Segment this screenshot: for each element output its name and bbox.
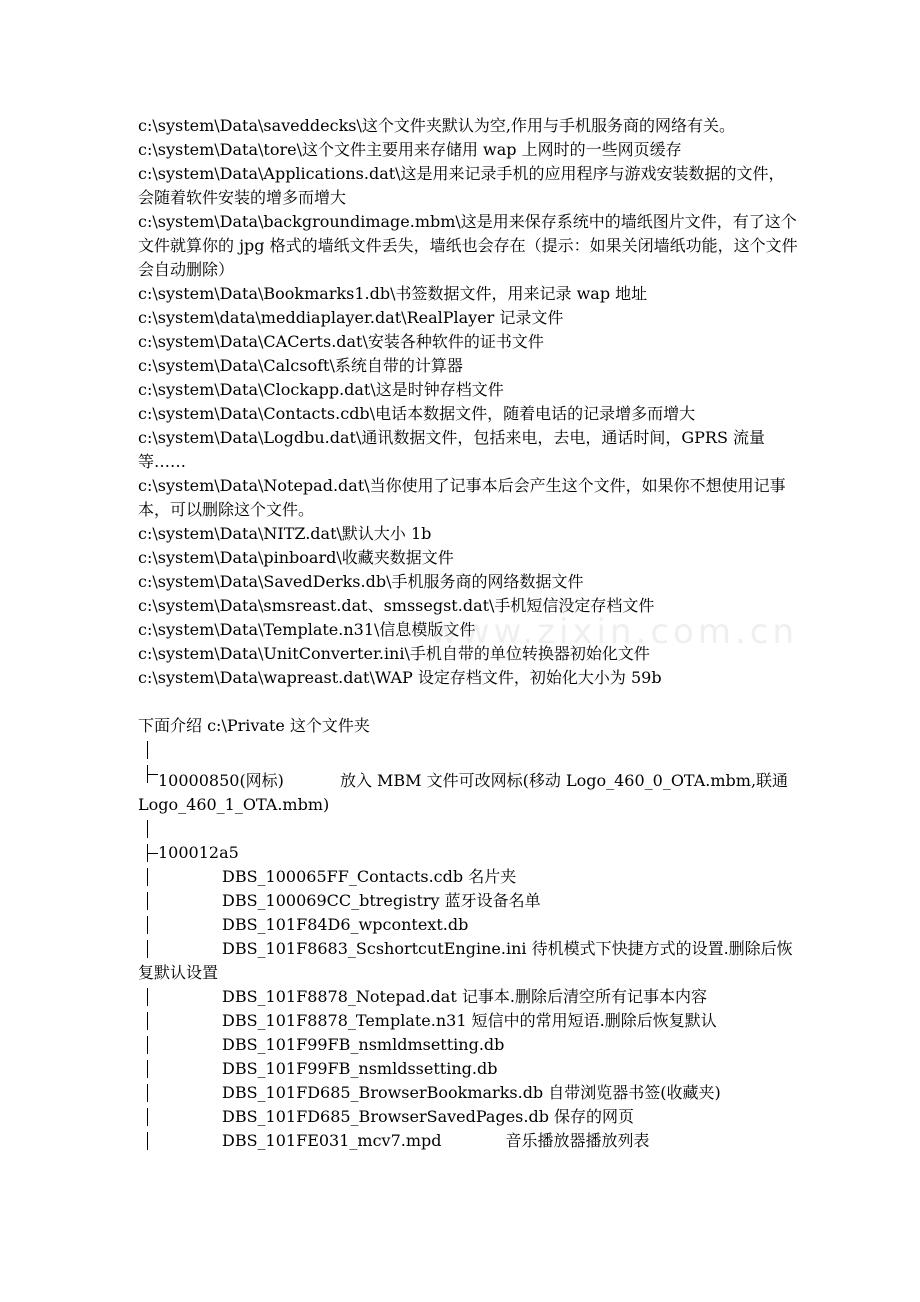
tree-bar xyxy=(138,865,158,889)
data-line: c:\system\data\meddiaplayer.dat\RealPlayer 记录文件 xyxy=(138,308,564,327)
data-line: c:\system\Data\backgroundimage.mbm\这是用来保存系统中的墙纸图片文件，有了这个文件就算你的 jpg 格式的墙纸文件丢失，墙纸也会存在（提示：如果关闭墙纸功能，这个文件会自动删除） xyxy=(138,212,798,279)
tree-vertical-line xyxy=(138,817,798,841)
data-line: c:\system\Data\Applications.dat\这是用来记录手机的应用程序与游戏安装数据的文件，会随着软件安装的增多而增大 xyxy=(138,164,785,207)
file-entry xyxy=(138,1081,798,1105)
file-description: 记事本.删除后清空所有记事本内容 xyxy=(456,987,707,1006)
private-heading: 下面介绍 c:\Private 这个文件夹 xyxy=(138,716,370,735)
file-name: DBS_101FD685_BrowserSavedPages.db xyxy=(222,1107,549,1126)
data-line: c:\system\Data\Template.n31\信息模版文件 xyxy=(138,620,476,639)
file-entry xyxy=(138,985,798,1009)
tree-bar xyxy=(138,738,158,762)
tree-branch xyxy=(138,841,158,865)
data-line: c:\system\Data\Logdbu.dat\通讯数据文件，包括来电，去电，通话时间，GPRS 流量等…… xyxy=(138,428,766,471)
data-line: c:\system\Data\Bookmarks1.db\书签数据文件，用来记录 wap 地址 xyxy=(138,284,648,303)
folder-name: 10000850(网标) xyxy=(158,771,284,790)
file-entry xyxy=(138,937,798,985)
file-name: DBS_101F8683_ScshortcutEngine.ini xyxy=(222,939,527,958)
file-description: 待机模式下快捷方式的设置.删除后恢复默认设置 xyxy=(138,939,793,982)
tree-bar xyxy=(138,1081,158,1105)
file-description: 短信中的常用短语.删除后恢复默认 xyxy=(466,1011,717,1030)
file-name: DBS_101F84D6_wpcontext.db xyxy=(222,915,469,934)
folder-name: 100012a5 xyxy=(158,843,239,862)
file-entry xyxy=(138,1009,798,1033)
file-description: 蓝牙设备名单 xyxy=(439,891,541,910)
tree-bar xyxy=(138,985,158,1009)
data-line: c:\system\Data\Notepad.dat\当你使用了记事本后会产生这个文件，如果你不想使用记事本，可以删除这个文件。 xyxy=(138,476,786,519)
file-description: 音乐播放器播放列表 xyxy=(505,1131,650,1150)
file-entry xyxy=(138,889,798,913)
tree-bar xyxy=(138,1009,158,1033)
data-line: c:\system\Data\pinboard\收藏夹数据文件 xyxy=(138,548,454,567)
folder-description: 放入 MBM 文件可改网标(移动 Logo_460_0_OTA.mbm,联通 Logo_460_1_OTA.mbm) xyxy=(138,771,794,814)
file-name: DBS_101FD685_BrowserBookmarks.db xyxy=(222,1083,544,1102)
tree-bar xyxy=(138,937,158,961)
file-name: DBS_101F99FB_nsmldmsetting.db xyxy=(222,1035,505,1054)
data-line: c:\system\Data\SavedDerks.db\手机服务商的网络数据文件 xyxy=(138,572,584,591)
file-entry xyxy=(138,1105,798,1129)
tree-bar xyxy=(138,1129,158,1153)
blank-line xyxy=(138,690,798,714)
file-name: DBS_100069CC_btregistry xyxy=(222,891,440,910)
tree-bar xyxy=(138,913,158,937)
folder-10000850 xyxy=(138,762,798,817)
file-name: DBS_101F8878_Template.n31 xyxy=(222,1011,467,1030)
file-description: 保存的网页 xyxy=(548,1107,635,1126)
file-description: 名片夹 xyxy=(463,867,517,886)
file-entry xyxy=(138,865,798,889)
file-entry xyxy=(138,1033,798,1057)
watermark-text: www.zixin.com.cn xyxy=(430,612,798,652)
data-line: c:\system\Data\CACerts.dat\安装各种软件的证书文件 xyxy=(138,332,544,351)
data-line: c:\system\Data\Calcsoft\系统自带的计算器 xyxy=(138,356,463,375)
tree-bar xyxy=(138,1105,158,1129)
file-list xyxy=(138,865,798,1153)
tree-bar xyxy=(138,817,158,841)
file-entry xyxy=(138,1129,798,1153)
data-line: c:\system\Data\UnitConverter.ini\手机自带的单位转换器初始化文件 xyxy=(138,644,650,663)
file-entry xyxy=(138,913,798,937)
tree-vertical-line xyxy=(138,738,798,762)
tree-bar xyxy=(138,1033,158,1057)
tree-branch xyxy=(138,762,158,786)
file-description: 自带浏览器书签(收藏夹) xyxy=(543,1083,721,1102)
data-line: c:\system\Data\Clockapp.dat\这是时钟存档文件 xyxy=(138,380,504,399)
file-name: DBS_101FE031_mcv7.mpd xyxy=(222,1131,442,1150)
data-line: c:\system\Data\Contacts.cdb\电话本数据文件，随着电话的记录增多而增大 xyxy=(138,404,696,423)
data-line: c:\system\Data\NITZ.dat\默认大小 1b xyxy=(138,524,432,543)
file-name: DBS_101F99FB_nsmldssetting.db xyxy=(222,1059,498,1078)
data-line: c:\system\Data\tore\这个文件主要用来存储用 wap 上网时的一些网页缓存 xyxy=(138,140,682,159)
data-line: c:\system\Data\wapreast.dat\WAP 设定存档文件，初始化大小为 59b xyxy=(138,668,662,687)
tree-bar xyxy=(138,1057,158,1081)
file-entry xyxy=(138,1057,798,1081)
file-name: DBS_100065FF_Contacts.cdb xyxy=(222,867,464,886)
folder-100012a5 xyxy=(138,841,798,865)
tree-bar xyxy=(138,889,158,913)
data-line: c:\system\Data\saveddecks\这个文件夹默认为空,作用与手机服务商的网络有关。 xyxy=(138,116,735,135)
file-name: DBS_101F8878_Notepad.dat xyxy=(222,987,457,1006)
data-line: c:\system\Data\smsreast.dat、smssegst.dat\手机短信没定存档文件 xyxy=(138,596,655,615)
